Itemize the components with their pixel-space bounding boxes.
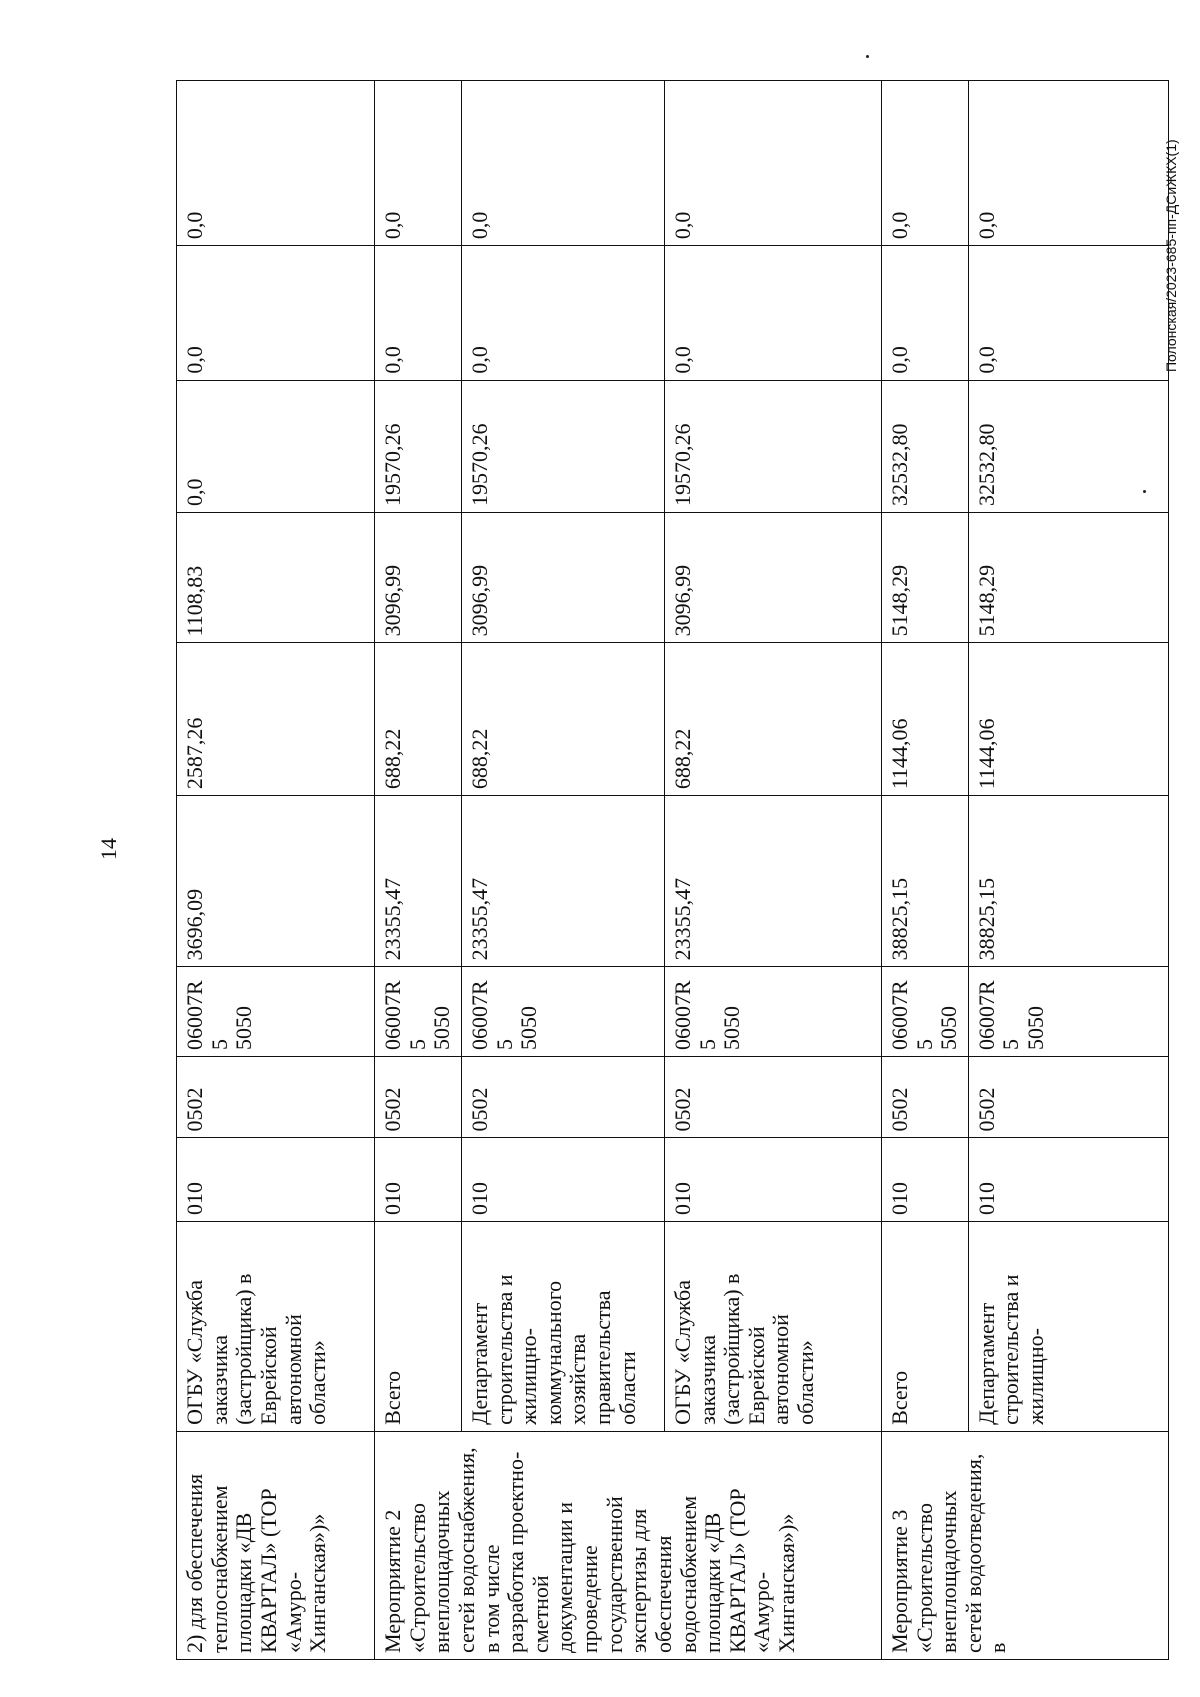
year4-cell: 0,0 — [881, 246, 968, 380]
year1-cell: 688,22 — [375, 643, 462, 796]
year4-cell: 0,0 — [968, 246, 1168, 380]
csr-cell — [375, 967, 462, 1057]
table-row — [968, 81, 1168, 1660]
total-cell: 38825,15 — [881, 796, 968, 967]
executor-cell: Департамент строительства и жилищно- — [968, 1221, 1168, 1431]
year3-cell: 19570,26 — [375, 380, 462, 512]
year1-cell: 1144,06 — [968, 643, 1168, 796]
year5-cell: 0,0 — [177, 81, 375, 246]
total-cell: 23355,47 — [664, 796, 881, 967]
total-cell: 23355,47 — [375, 796, 462, 967]
year5-cell: 0,0 — [461, 81, 664, 246]
year4-cell: 0,0 — [461, 246, 664, 380]
csr-cell — [968, 967, 1168, 1057]
table-row — [177, 81, 375, 1660]
csr-code-line-2: 5050 — [936, 1005, 962, 1050]
year1-cell: 688,22 — [461, 643, 664, 796]
rzpr-cell: 0502 — [177, 1056, 375, 1137]
year5-cell: 0,0 — [968, 81, 1168, 246]
grbs-cell: 010 — [881, 1138, 968, 1222]
rzpr-cell: 0502 — [664, 1056, 881, 1137]
table-row — [881, 81, 968, 1660]
csr-code-line-2: 5050 — [231, 1005, 257, 1050]
page-number: 14 — [96, 838, 121, 860]
year4-cell: 0,0 — [664, 246, 881, 380]
year5-cell: 0,0 — [375, 81, 462, 246]
year1-cell: 688,22 — [664, 643, 881, 796]
executor-cell: Всего — [375, 1221, 462, 1431]
csr-code-line-1: 06007R5 — [380, 980, 430, 1050]
grbs-cell: 010 — [461, 1138, 664, 1222]
executor-cell: Всего — [881, 1221, 968, 1431]
event-cell: 2) для обеспечения теплоснабжением площадки «ДВ КВАРТАЛ» (ТОР «Амуро-Хинганская»)» — [177, 1431, 375, 1659]
budget-table-container — [176, 80, 1136, 1660]
rzpr-cell: 0502 — [375, 1056, 462, 1137]
csr-code-line-1: 06007R5 — [466, 980, 517, 1050]
year4-cell: 0,0 — [177, 246, 375, 380]
table-row — [375, 81, 462, 1660]
csr-code-line-1: 06007R5 — [669, 980, 720, 1050]
year3-cell: 32532,80 — [968, 380, 1168, 512]
csr-code-line-1: 06007R5 — [973, 980, 1024, 1050]
grbs-cell: 010 — [664, 1138, 881, 1222]
rzpr-cell: 0502 — [881, 1056, 968, 1137]
year2-cell: 1108,83 — [177, 512, 375, 642]
csr-cell — [664, 967, 881, 1057]
table-row — [664, 81, 881, 1660]
year5-cell: 0,0 — [664, 81, 881, 246]
year2-cell: 3096,99 — [664, 512, 881, 642]
scan-speck — [866, 55, 869, 58]
csr-code-line-2: 5050 — [429, 1005, 455, 1050]
year3-cell: 19570,26 — [664, 380, 881, 512]
year2-cell: 5148,29 — [881, 512, 968, 642]
event-cell: Мероприятие 2 «Строительство внеплощадочных сетей водоснабжения, в том числе разработка проектно-сметной документации и проведение государственной экспертизы для обеспечения водоснабжением площадки «ДВ КВАРТАЛ» (ТОР «Амуро-Хинганская»)» — [375, 1431, 882, 1659]
csr-code-line-1: 06007R5 — [886, 980, 937, 1050]
year3-cell: 32532,80 — [881, 380, 968, 512]
executor-cell: ОГБУ «Служба заказчика (застройщика) в Еврейской автономной области» — [177, 1221, 375, 1431]
year2-cell: 3096,99 — [461, 512, 664, 642]
grbs-cell: 010 — [375, 1138, 462, 1222]
csr-cell — [881, 967, 968, 1057]
csr-code-line-1: 06007R5 — [182, 980, 232, 1050]
executor-cell: Департамент строительства и жилищно-коммунального хозяйства правительства области — [461, 1221, 664, 1431]
event-cell: Мероприятие 3 «Строительство внеплощадочных сетей водоотведения, в — [881, 1431, 1168, 1659]
table-row — [461, 81, 664, 1660]
csr-cell — [461, 967, 664, 1057]
year4-cell: 0,0 — [375, 246, 462, 380]
rzpr-cell: 0502 — [461, 1056, 664, 1137]
budget-table — [176, 80, 1169, 1660]
csr-code-line-2: 5050 — [1023, 1005, 1048, 1050]
grbs-cell: 010 — [177, 1138, 375, 1222]
year1-cell: 1144,06 — [881, 643, 968, 796]
document-reference: Полонская/2023-685-пп-ДСиЖКХ(1) — [1163, 139, 1179, 372]
total-cell: 3696,09 — [177, 796, 375, 967]
csr-cell — [177, 967, 375, 1057]
year2-cell: 3096,99 — [375, 512, 462, 642]
year1-cell: 2587,26 — [177, 643, 375, 796]
year5-cell: 0,0 — [881, 81, 968, 246]
year3-cell: 19570,26 — [461, 380, 664, 512]
total-cell: 38825,15 — [968, 796, 1168, 967]
csr-code-line-2: 5050 — [516, 1005, 542, 1050]
grbs-cell: 010 — [968, 1138, 1168, 1222]
rzpr-cell: 0502 — [968, 1056, 1168, 1137]
year2-cell: 5148,29 — [968, 512, 1168, 642]
year3-cell: 0,0 — [177, 380, 375, 512]
total-cell: 23355,47 — [461, 796, 664, 967]
executor-cell: ОГБУ «Служба заказчика (застройщика) в Еврейской автономной области» — [664, 1221, 881, 1431]
csr-code-line-2: 5050 — [719, 1005, 745, 1050]
